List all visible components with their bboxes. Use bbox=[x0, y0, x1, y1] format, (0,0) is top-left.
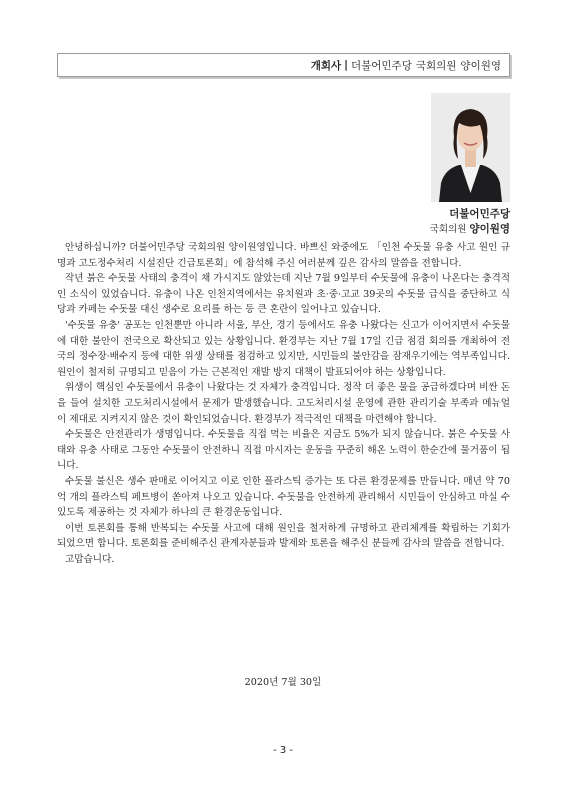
signature-line bbox=[430, 221, 510, 236]
portrait-photo bbox=[431, 93, 510, 202]
address-body bbox=[57, 240, 510, 567]
signature-name: 양이원영 bbox=[469, 223, 510, 235]
signature-position: 국회의원 bbox=[429, 224, 467, 235]
portrait-illustration bbox=[431, 93, 510, 202]
paragraph: 이번 토론회를 통해 반복되는 수돗물 사고에 대해 원인을 철저하게 규명하고 관리체계를 확립하는 기회가 되었으면 합니다. 토론회를 준비해주신 관계자분들과 발제와 토론을 해주신 분들께 감사의 말씀을 전합니다. bbox=[57, 522, 510, 550]
header-role: 개회사 bbox=[310, 59, 342, 72]
header-position: 국회의원 bbox=[415, 59, 457, 72]
signature-party: 더불어민주당 bbox=[449, 208, 510, 220]
paragraph: 작년 붉은 수돗물 사태의 충격이 채 가시지도 않았는데 지난 7월 9일부터 수돗물에 유충이 나온다는 충격적인 소식이 있었습니다. 유충이 나온 인천지역에서는 유치원과 초·중·고교 39곳의 수돗물 급식을 중단하고 식당과 카페는 수돗물 대신 생수로 요리를 하는 등 큰 혼란이 일어나고 있습니다. bbox=[57, 273, 510, 316]
paragraph: 위생이 핵심인 수돗물에서 유충이 나왔다는 것 자체가 충격입니다. 정작 더 좋은 물을 공급하겠다며 비싼 돈을 들여 설치한 고도처리시설에서 문제가 발생했습니다. 고도처리시설 운영에 관한 관리기술 부족과 메뉴얼이 제대로 지켜지지 않은 것이 확인되었습니다. 환경부가 적극적인 대책을 마련해야 합니다. bbox=[57, 382, 510, 425]
date: 2020년 7월 30일 bbox=[244, 677, 322, 688]
paragraph: 수돗물 불신은 생수 판매로 이어지고 이로 인한 플라스틱 증가는 또 다른 환경문제를 만듭니다. 매년 약 70억 개의 플라스틱 페트병이 쏟아져 나오고 있습니다. 수돗물을 안전하게 관리해서 시민들이 안심하고 마실 수 있도록 제공하는 것 자체가 하나의 큰 환경운동입니다. bbox=[57, 475, 510, 519]
paragraph: 안녕하십니까? 더불어민주당 국회의원 양이원영입니다. 바쁘신 와중에도 「인천 수돗물 유충 사고 원인 규명과 고도정수처리 시설진단 긴급토론회」에 참석해 주신 여러분께 깊은 감사의 말씀을 전합니다. bbox=[57, 242, 510, 269]
header-title-box bbox=[57, 53, 510, 77]
paragraph: '수돗물 유충' 공포는 인천뿐만 아니라 서울, 부산, 경기 등에서도 유충 나왔다는 신고가 이어지면서 수돗물에 대한 불안이 전국으로 확산되고 있는 상황입니다. 환경부는 지난 7월 17일 긴급 점검 회의를 개최하여 전국의 정수장·배수지 등에 대한 위생 상태를 점검하고 있지만, 시민들의 불안감을 잠재우기에는 역부족입니다. 원인이 철저히 규명되고 믿음이 가는 근본적인 재발 방지 대책이 발표되어야 하는 상황입니다. bbox=[57, 319, 510, 378]
header-separator: | bbox=[344, 59, 348, 71]
paragraph: 수돗물은 안전관리가 생명입니다. 수돗물을 직접 먹는 비율은 지금도 5%가 되지 않습니다. 붉은 수돗물 사태와 유충 사태로 그동안 수돗물이 안전하니 직접 마시자는 운동을 꾸준히 해온 노력이 한순간에 물거품이 됩니다. bbox=[57, 429, 510, 472]
header-party: 더불어민주당 bbox=[350, 59, 412, 72]
page-number: - 3 - bbox=[273, 745, 293, 756]
paragraph: 고맙습니다. bbox=[65, 553, 115, 565]
header-name: 양이원영 bbox=[460, 59, 501, 72]
